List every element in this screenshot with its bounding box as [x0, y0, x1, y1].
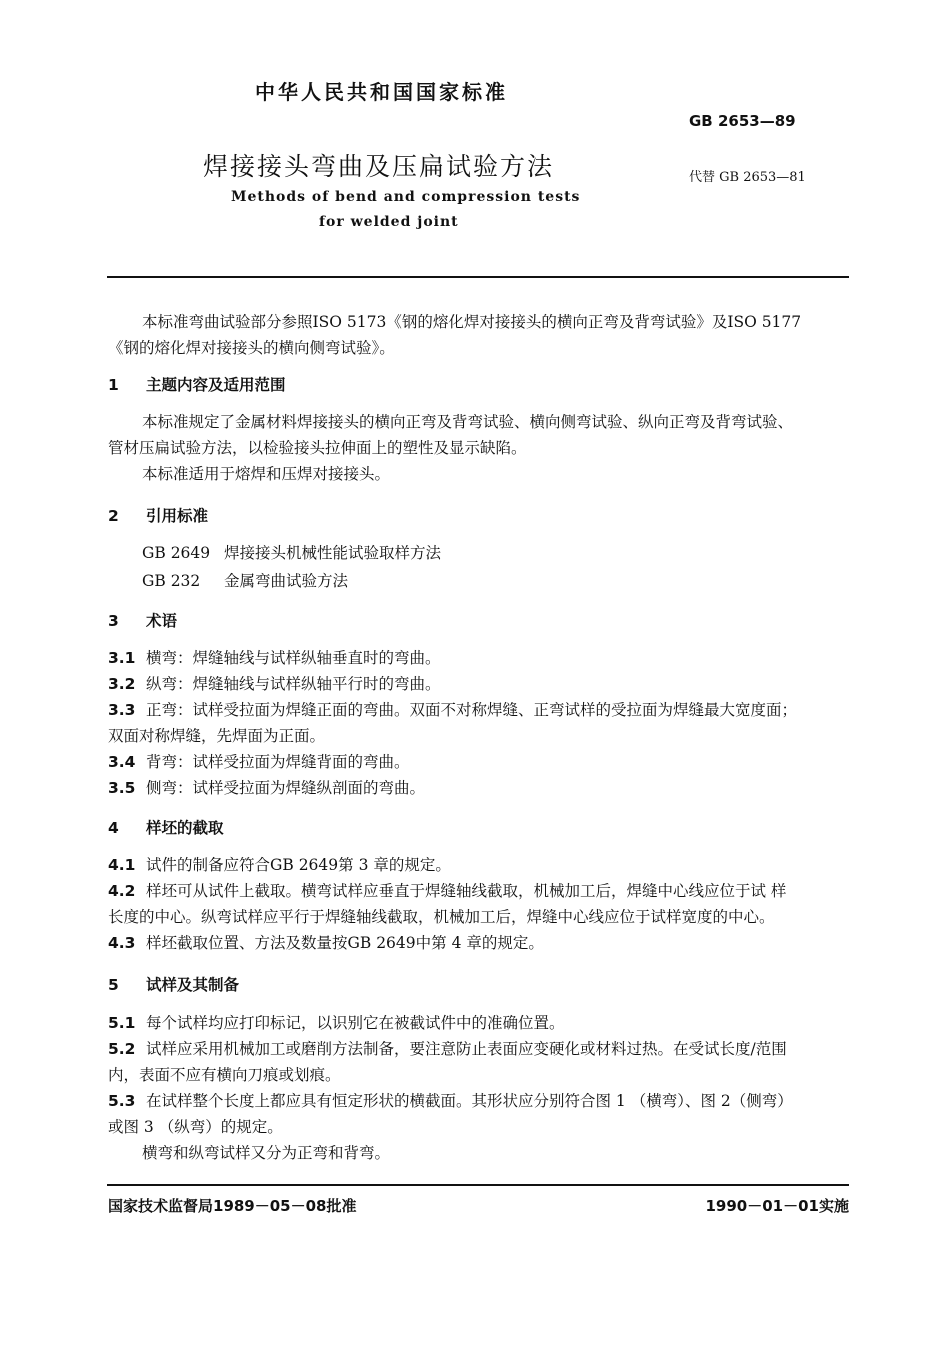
header-rule — [107, 276, 849, 278]
clause-5-3 — [108, 1088, 850, 1114]
section-number: 1 — [108, 376, 119, 394]
clause-4-3 — [108, 930, 850, 956]
footer-rule — [107, 1184, 849, 1186]
clause-4-1 — [108, 852, 850, 878]
section-3-body — [108, 645, 850, 801]
clause-text: 样坯可从试件上截取。横弯试样应垂直于焊缝轴线截取，机械加工后，焊缝中心线应位于试 样 — [146, 882, 787, 900]
clause-3-1 — [108, 645, 850, 671]
clause-5-2-cont: 内，表面不应有横向刀痕或划痕。 — [108, 1066, 341, 1084]
clause-3-2 — [108, 671, 850, 697]
english-title-line1: Methods of bend and compression tests — [231, 189, 581, 205]
document-title: 焊接接头弯曲及压扁试验方法 — [203, 152, 555, 181]
reference-code: GB 2649 — [142, 544, 211, 562]
clause-number: 4.2 — [108, 882, 136, 900]
section-5-body — [108, 1010, 850, 1166]
effective-date: 1990－01－01实施 — [705, 1197, 849, 1215]
clause-text: 试件的制备应符合GB 2649第 3 章的规定。 — [146, 856, 451, 874]
clause-number: 3.3 — [108, 701, 136, 719]
clause-4-2 — [108, 878, 850, 904]
clause-3-3-cont: 双面对称焊缝，先焊面为正面。 — [108, 727, 326, 745]
clause-text: 纵弯：焊缝轴线与试样纵轴平行时的弯曲。 — [146, 675, 441, 693]
clause-5-3-cont: 或图 3 （纵弯）的规定。 — [108, 1118, 283, 1136]
replaces-code: 代替 GB 2653—81 — [689, 170, 806, 185]
clause-text: 在试样整个长度上都应具有恒定形状的横截面。其形状应分别符合图 1 （横弯）、图 2（侧弯） — [146, 1092, 793, 1110]
clause-number: 4.3 — [108, 934, 136, 952]
section-3-heading — [108, 608, 850, 634]
section-number: 2 — [108, 507, 119, 525]
clause-number: 5.2 — [108, 1040, 136, 1058]
clause-number: 3.4 — [108, 753, 136, 771]
clause-text: 每个试样均应打印标记，以识别它在被截试件中的准确位置。 — [146, 1014, 565, 1032]
reference-item — [108, 540, 850, 566]
reference-title: 焊接接头机械性能试验取样方法 — [224, 544, 442, 562]
section-2-body — [108, 540, 850, 594]
clause-number: 3.5 — [108, 779, 136, 797]
section-4-heading — [108, 815, 850, 841]
clause-3-3 — [108, 697, 850, 723]
s5-last-paragraph: 横弯和纵弯试样又分为正弯和背弯。 — [142, 1144, 391, 1162]
approval-date: 国家技术监督局1989－05－08批准 — [108, 1197, 357, 1215]
intro-line-2: 《钢的熔化焊对接接头的横向侧弯试验》。 — [108, 339, 395, 357]
clause-3-4 — [108, 749, 850, 775]
section-1-heading — [108, 372, 850, 398]
section-title: 试样及其制备 — [146, 976, 240, 994]
section-title: 主题内容及适用范围 — [146, 376, 286, 394]
section-5-heading — [108, 972, 850, 998]
section-2-heading — [108, 503, 850, 529]
intro-paragraph — [108, 309, 850, 361]
clause-text: 正弯：试样受拉面为焊缝正面的弯曲。双面不对称焊缝、正弯试样的受拉面为焊缝最大宽度面； — [146, 701, 798, 719]
english-title-line2: for welded joint — [319, 214, 459, 230]
clause-number: 3.2 — [108, 675, 136, 693]
section-4-body — [108, 852, 850, 956]
s1-p2: 本标准适用于熔焊和压焊对接接头。 — [142, 465, 391, 483]
clause-5-2 — [108, 1036, 850, 1062]
clause-number: 3.1 — [108, 649, 136, 667]
clause-number: 5.1 — [108, 1014, 136, 1032]
clause-3-5 — [108, 775, 850, 801]
clause-4-2-cont: 长度的中心。纵弯试样应平行于焊缝轴线截取，机械加工后，焊缝中心线应位于试样宽度的中心。 — [108, 908, 775, 926]
reference-title: 金属弯曲试验方法 — [224, 572, 349, 590]
intro-line-1: 本标准弯曲试验部分参照ISO 5173《钢的熔化焊对接接头的横向正弯及背弯试验》及ISO 5177 — [142, 313, 802, 331]
clause-5-1 — [108, 1010, 850, 1036]
reference-code: GB 232 — [142, 572, 201, 590]
clause-text: 侧弯：试样受拉面为焊缝纵剖面的弯曲。 — [146, 779, 426, 797]
s1-p1-line2: 管材压扁试验方法，以检验接头拉伸面上的塑性及显示缺陷。 — [108, 439, 527, 457]
clause-text: 背弯：试样受拉面为焊缝背面的弯曲。 — [146, 753, 410, 771]
reference-item — [108, 568, 850, 594]
clause-text: 试样应采用机械加工或磨削方法制备，要注意防止表面应变硬化或材料过热。在受试长度/范围 — [146, 1040, 787, 1058]
section-number: 3 — [108, 612, 119, 630]
section-number: 5 — [108, 976, 119, 994]
section-1-body — [108, 409, 850, 487]
standard-code: GB 2653—89 — [689, 112, 796, 130]
clause-text: 样坯截取位置、方法及数量按GB 2649中第 4 章的规定。 — [146, 934, 544, 952]
clause-text: 横弯：焊缝轴线与试样纵轴垂直时的弯曲。 — [146, 649, 441, 667]
section-title: 术语 — [146, 612, 178, 630]
clause-number: 5.3 — [108, 1092, 136, 1110]
section-number: 4 — [108, 819, 119, 837]
section-title: 样坯的截取 — [146, 819, 224, 837]
national-standard-heading: 中华人民共和国国家标准 — [255, 80, 508, 104]
s1-p1-line1: 本标准规定了金属材料焊接接头的横向正弯及背弯试验、横向侧弯试验、纵向正弯及背弯试验、 — [142, 413, 794, 431]
clause-number: 4.1 — [108, 856, 136, 874]
section-title: 引用标准 — [146, 507, 209, 525]
